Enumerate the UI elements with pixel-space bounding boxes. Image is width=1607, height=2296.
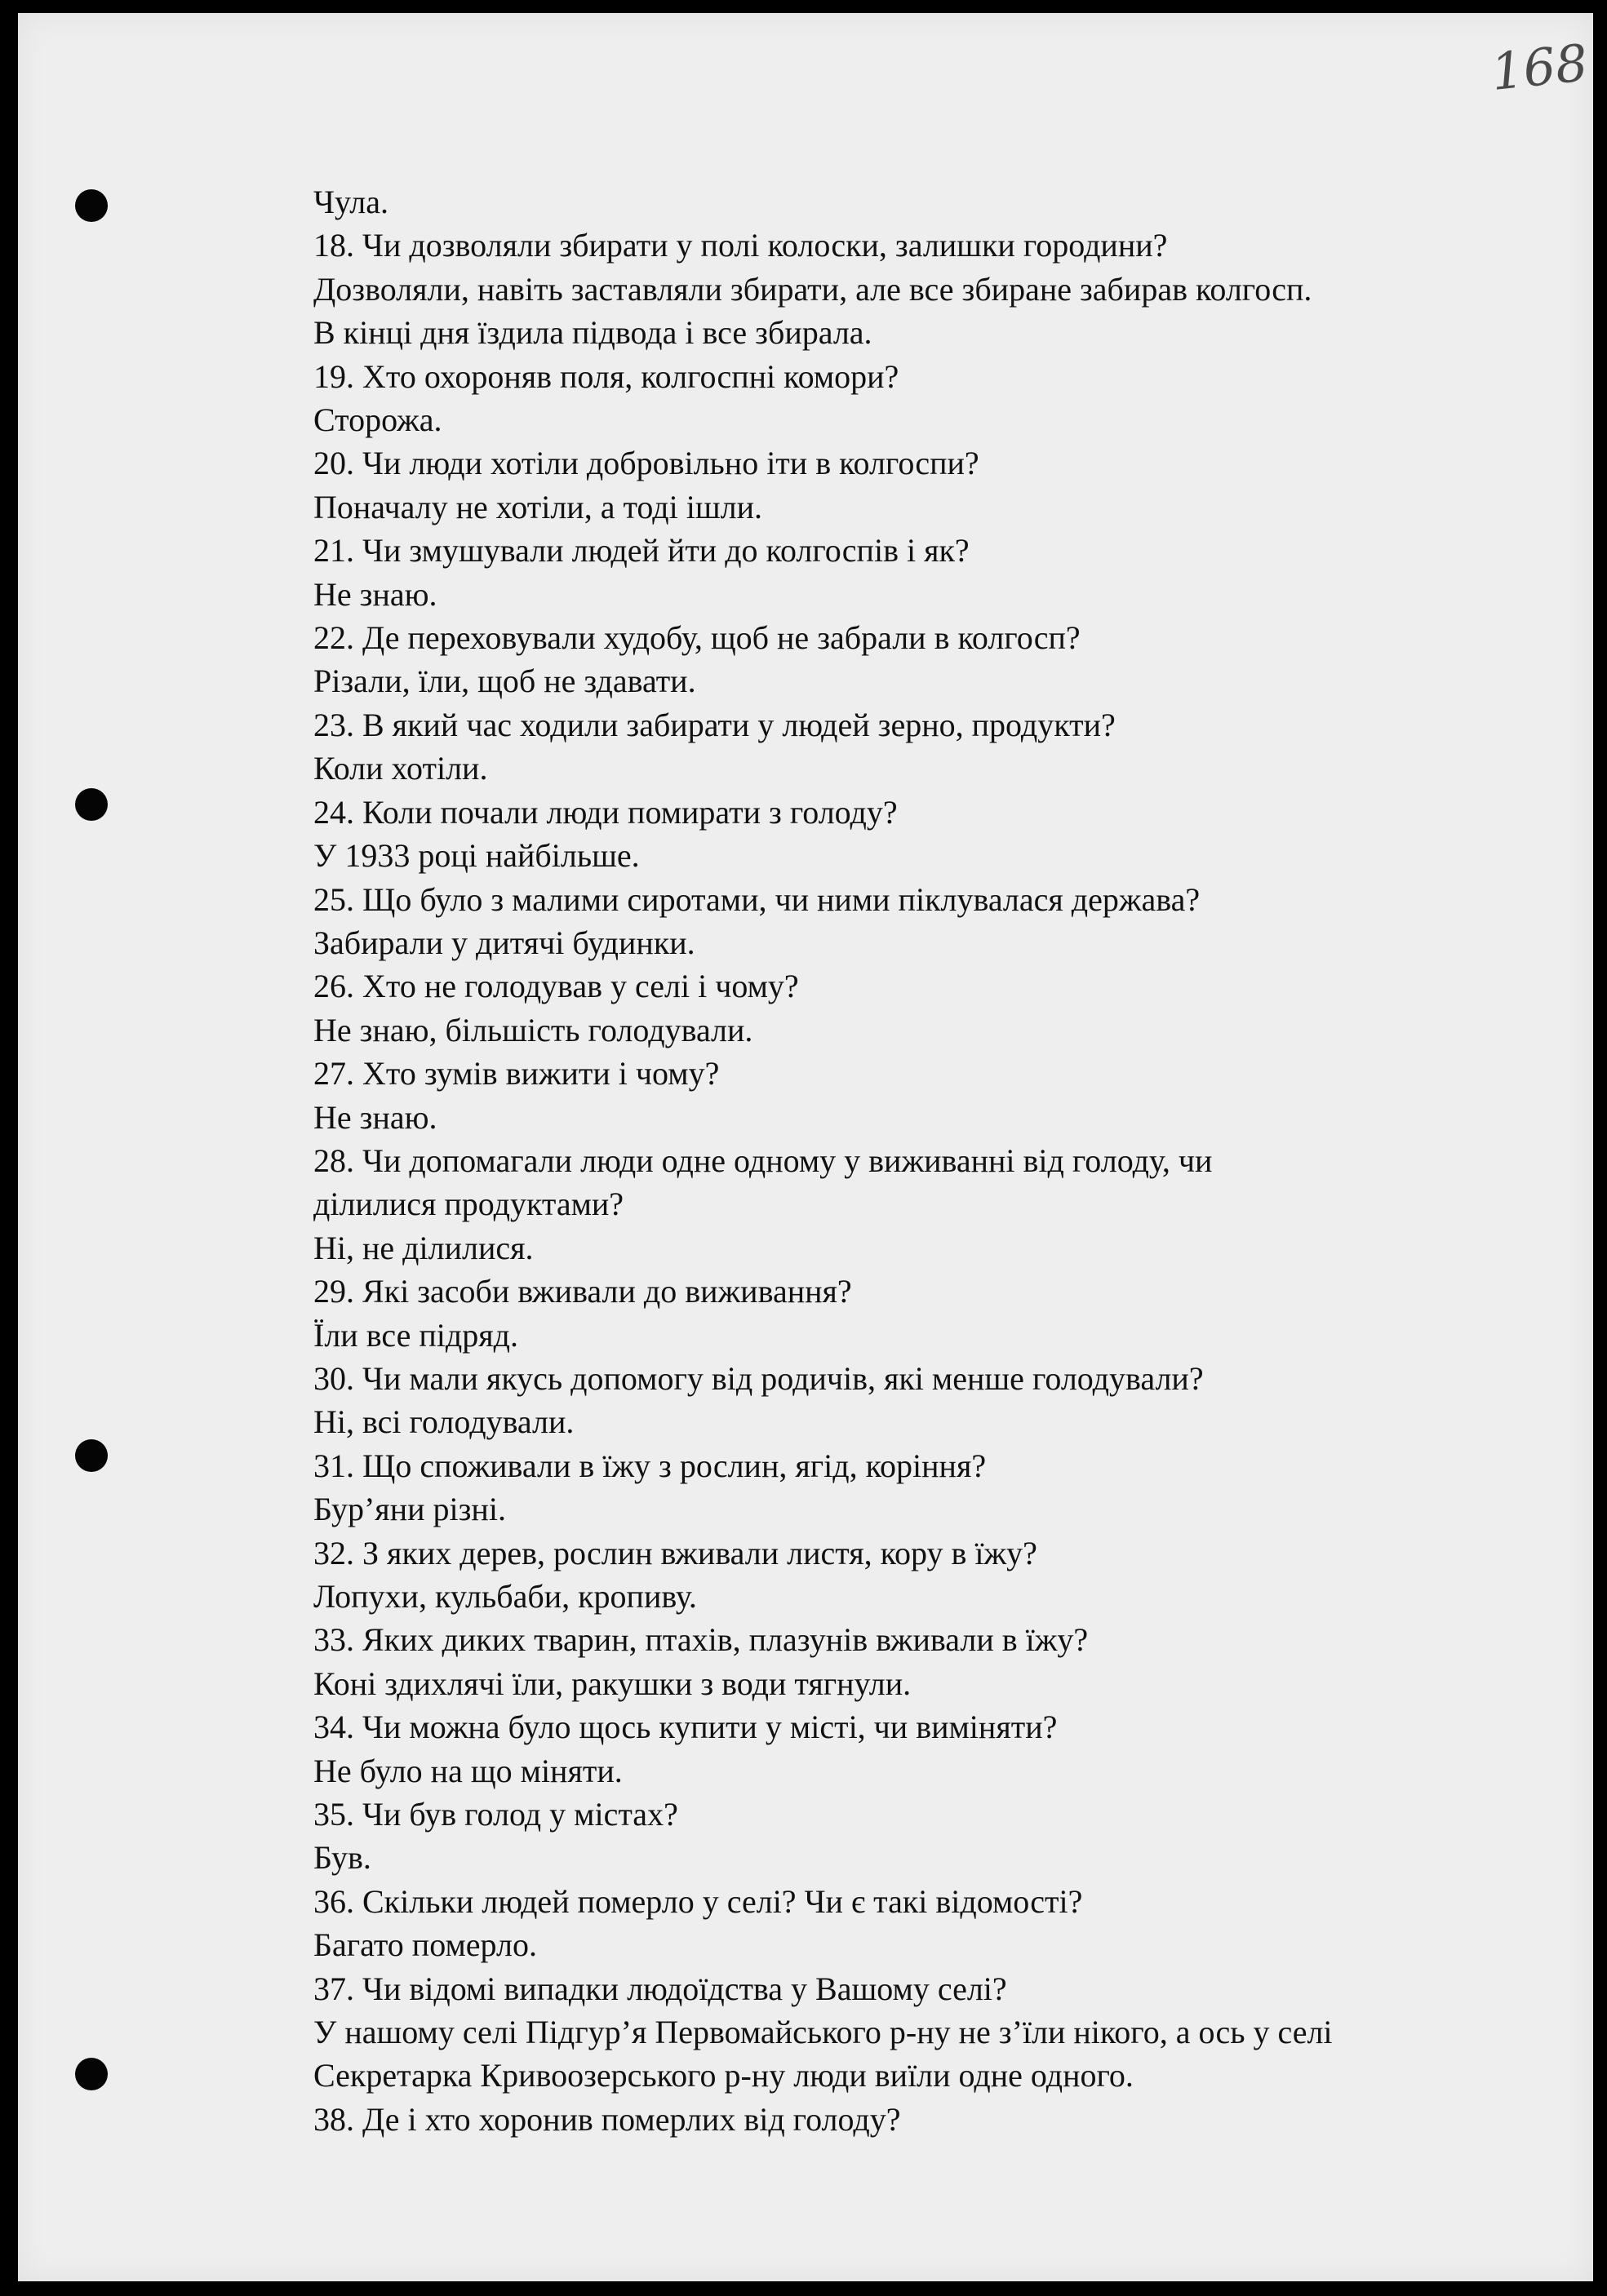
handwritten-page-number: 168 [1488, 33, 1591, 102]
text-line: Сторожа. [313, 401, 442, 439]
text-line: В кінці дня їздила підвода і все збирала. [313, 314, 872, 352]
text-line: 21. Чи змушували людей йти до колгоспів і як? [313, 532, 970, 570]
text-line: Різали, їли, щоб не здавати. [313, 663, 696, 700]
text-line: Поначалу не хотіли, а тоді ішли. [313, 488, 762, 525]
punch-hole [75, 189, 108, 222]
punch-hole [75, 788, 108, 821]
text-line: 34. Чи можна було щось купити у місті, чи виміняти? [313, 1709, 1058, 1746]
text-line: 20. Чи люди хотіли добровільно іти в колгоспи? [313, 445, 979, 482]
text-line: Ні, всі голодували. [313, 1403, 575, 1441]
text-line: Бур’яни різні. [313, 1491, 506, 1528]
text-line: 29. Які засоби вживали до виживання? [313, 1273, 852, 1310]
text-line: 30. Чи мали якусь допомогу від родичів, які менше голодували? [313, 1359, 1204, 1397]
text-line: Ні, не ділилися. [313, 1229, 534, 1266]
text-line: У 1933 році найбільше. [313, 837, 640, 875]
text-line: Був. [313, 1839, 371, 1877]
text-line: 19. Хто охороняв поля, колгоспні комори? [313, 357, 899, 395]
text-line: 18. Чи дозволяли збирати у полі колоски, залишки городини? [313, 227, 1168, 264]
document-page [18, 13, 1593, 2281]
text-line: 22. Де переховували худобу, щоб не забрали в колгосп? [313, 619, 1081, 657]
text-line: 23. В який час ходили забирати у людей зерно, продукти? [313, 706, 1116, 743]
text-line: Їли все підряд. [313, 1316, 518, 1354]
text-line: 31. Що споживали в їжу з рослин, ягід, коріння? [313, 1447, 987, 1484]
text-line: Коли хотіли. [313, 750, 488, 787]
text-line: Секретарка Кривоозерського р-ну люди виїли одне одного. [313, 2057, 1134, 2094]
text-line: 32. З яких дерев, рослин вживали листя, кору в їжу? [313, 1534, 1037, 1571]
text-line: Дозволяли, навіть заставляли збирати, але все збиране забирав колгосп. [313, 270, 1312, 308]
text-line: 35. Чи був голод у містах? [313, 1796, 678, 1833]
text-line: 28. Чи допомагали люди одне одному у виживанні від голоду, чи [313, 1141, 1213, 1179]
text-line: У нашому селі Підгур’я Первомайського р-ну не з’їли нікого, а ось у селі [313, 2014, 1333, 2051]
text-line: Не знаю. [313, 575, 437, 613]
text-line: Не знаю, більшість голодували. [313, 1011, 753, 1048]
text-line: Забирали у дитячі будинки. [313, 924, 695, 961]
text-line: 25. Що було з малими сиротами, чи ними піклувалася держава? [313, 880, 1201, 918]
text-line: 27. Хто зумів вижити і чому? [313, 1055, 720, 1093]
text-line: 33. Яких диких тварин, птахів, плазунів вживали в їжу? [313, 1621, 1089, 1659]
text-line: Не знаю. [313, 1098, 437, 1136]
text-line: Чула. [313, 184, 388, 220]
text-line: Не було на що міняти. [313, 1752, 623, 1789]
text-line: 26. Хто не голодував у селі і чому? [313, 968, 799, 1005]
text-line: 24. Коли почали люди помирати з голоду? [313, 793, 898, 831]
interview-text [313, 180, 1587, 2141]
text-line: Коні здихлячі їли, ракушки з води тягнули. [313, 1664, 912, 1702]
punch-hole [75, 1439, 108, 1472]
punch-hole [75, 2058, 108, 2090]
text-line: 36. Скільки людей померло у селі? Чи є такі відомості? [313, 1882, 1083, 1920]
text-line: Лопухи, кульбаби, кропиву. [313, 1578, 697, 1615]
text-line: 37. Чи відомі випадки людоїдства у Вашому селі? [313, 1970, 1007, 2007]
text-line: 38. Де і хто хоронив померлих від голоду? [313, 2100, 901, 2138]
text-line: ділилися продуктами? [313, 1186, 624, 1223]
text-line: Багато померло. [313, 1926, 537, 1964]
